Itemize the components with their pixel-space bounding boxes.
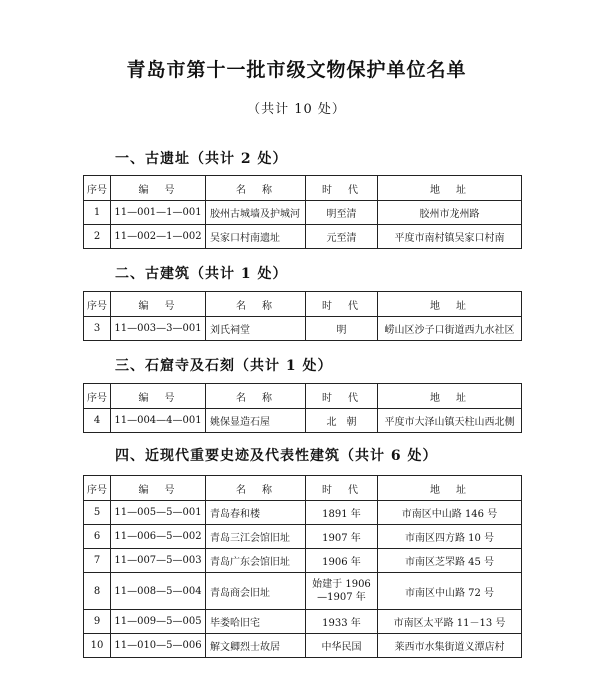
table-row	[84, 225, 522, 249]
cell-code: 11—009—5—005	[111, 610, 206, 634]
column-header: 地 址	[378, 384, 522, 409]
cell-code: 11—002—1—002	[111, 225, 206, 249]
column-header: 序号	[84, 476, 111, 501]
column-header: 编 号	[111, 292, 206, 317]
cell-code: 11—004—4—001	[111, 409, 206, 433]
cell-name: 青岛商会旧址	[206, 573, 306, 610]
cell-name: 吴家口村南遗址	[206, 225, 306, 249]
cell-era: 1891 年	[306, 501, 378, 525]
cell-address: 平度市南村镇吴家口村南	[378, 225, 522, 249]
cell-code: 11—003—3—001	[111, 317, 206, 341]
cell-no: 9	[84, 610, 111, 634]
cell-no: 3	[84, 317, 111, 341]
column-header: 时 代	[306, 292, 378, 317]
column-header: 序号	[84, 176, 111, 201]
table-row	[84, 525, 522, 549]
cell-address: 平度市大泽山镇天柱山西北侧	[378, 409, 522, 433]
cell-era: 1906 年	[306, 549, 378, 573]
cell-era: 明	[306, 317, 378, 341]
column-header: 编 号	[111, 176, 206, 201]
column-header: 编 号	[111, 476, 206, 501]
cell-era: 1933 年	[306, 610, 378, 634]
column-header: 序号	[84, 292, 111, 317]
cell-name: 青岛广东会馆旧址	[206, 549, 306, 573]
cell-address: 市南区太平路 11－13 号	[378, 610, 522, 634]
cell-address: 崂山区沙子口街道西九水社区	[378, 317, 522, 341]
column-header: 名 称	[206, 384, 306, 409]
cell-name: 胶州古城墙及护城河	[206, 201, 306, 225]
heritage-table	[83, 291, 522, 341]
table-header-row	[84, 292, 522, 317]
cell-address: 市南区中山路 72 号	[378, 573, 522, 610]
column-header: 编 号	[111, 384, 206, 409]
page-subtitle: （共计 10 处）	[247, 102, 346, 117]
cell-era: 中华民国	[306, 634, 378, 658]
column-header: 地 址	[378, 476, 522, 501]
heritage-table	[83, 383, 522, 433]
cell-no: 8	[84, 573, 111, 610]
table-row	[84, 317, 522, 341]
table-header-row	[84, 176, 522, 201]
cell-no: 2	[84, 225, 111, 249]
section-heading: 二、古建筑（共计 1 处）	[115, 266, 288, 282]
cell-code: 11—010—5—006	[111, 634, 206, 658]
cell-era: 北 朝	[306, 409, 378, 433]
column-header: 序号	[84, 384, 111, 409]
cell-era: 明至清	[306, 201, 378, 225]
table-row	[84, 201, 522, 225]
cell-era: 元至清	[306, 225, 378, 249]
cell-name: 毕娄哈旧宅	[206, 610, 306, 634]
column-header: 时 代	[306, 384, 378, 409]
table-row	[84, 501, 522, 525]
cell-name: 姚保显造石屋	[206, 409, 306, 433]
cell-no: 6	[84, 525, 111, 549]
cell-name: 解文卿烈士故居	[206, 634, 306, 658]
cell-name: 刘氏祠堂	[206, 317, 306, 341]
cell-no: 4	[84, 409, 111, 433]
table-header-row	[84, 476, 522, 501]
cell-code: 11—006—5—002	[111, 525, 206, 549]
table-row	[84, 573, 522, 610]
column-header: 名 称	[206, 292, 306, 317]
cell-era: 1907 年	[306, 525, 378, 549]
cell-no: 10	[84, 634, 111, 658]
column-header: 名 称	[206, 476, 306, 501]
table-row	[84, 610, 522, 634]
cell-code: 11—005—5—001	[111, 501, 206, 525]
table-row	[84, 549, 522, 573]
heritage-table	[83, 475, 522, 658]
cell-code: 11—001—1—001	[111, 201, 206, 225]
column-header: 时 代	[306, 476, 378, 501]
cell-address: 市南区芝罘路 45 号	[378, 549, 522, 573]
cell-address: 胶州市龙州路	[378, 201, 522, 225]
column-header: 时 代	[306, 176, 378, 201]
cell-address: 莱西市水集街道义潭店村	[378, 634, 522, 658]
table-row	[84, 409, 522, 433]
section-heading: 一、古遗址（共计 2 处）	[115, 151, 288, 167]
cell-no: 7	[84, 549, 111, 573]
cell-no: 5	[84, 501, 111, 525]
column-header: 地 址	[378, 176, 522, 201]
section-heading: 四、近现代重要史迹及代表性建筑（共计 6 处）	[115, 448, 438, 464]
heritage-table	[83, 175, 522, 249]
table-header-row	[84, 384, 522, 409]
section-heading: 三、石窟寺及石刻（共计 1 处）	[115, 358, 333, 374]
column-header: 地 址	[378, 292, 522, 317]
column-header: 名 称	[206, 176, 306, 201]
cell-no: 1	[84, 201, 111, 225]
cell-era: 始建于 1906—1907 年	[306, 573, 378, 610]
cell-address: 市南区四方路 10 号	[378, 525, 522, 549]
cell-name: 青岛春和楼	[206, 501, 306, 525]
page-title: 青岛市第十一批市级文物保护单位名单	[126, 59, 467, 81]
cell-name: 青岛三江会馆旧址	[206, 525, 306, 549]
cell-address: 市南区中山路 146 号	[378, 501, 522, 525]
cell-code: 11—007—5—003	[111, 549, 206, 573]
cell-code: 11—008—5—004	[111, 573, 206, 610]
table-row	[84, 634, 522, 658]
